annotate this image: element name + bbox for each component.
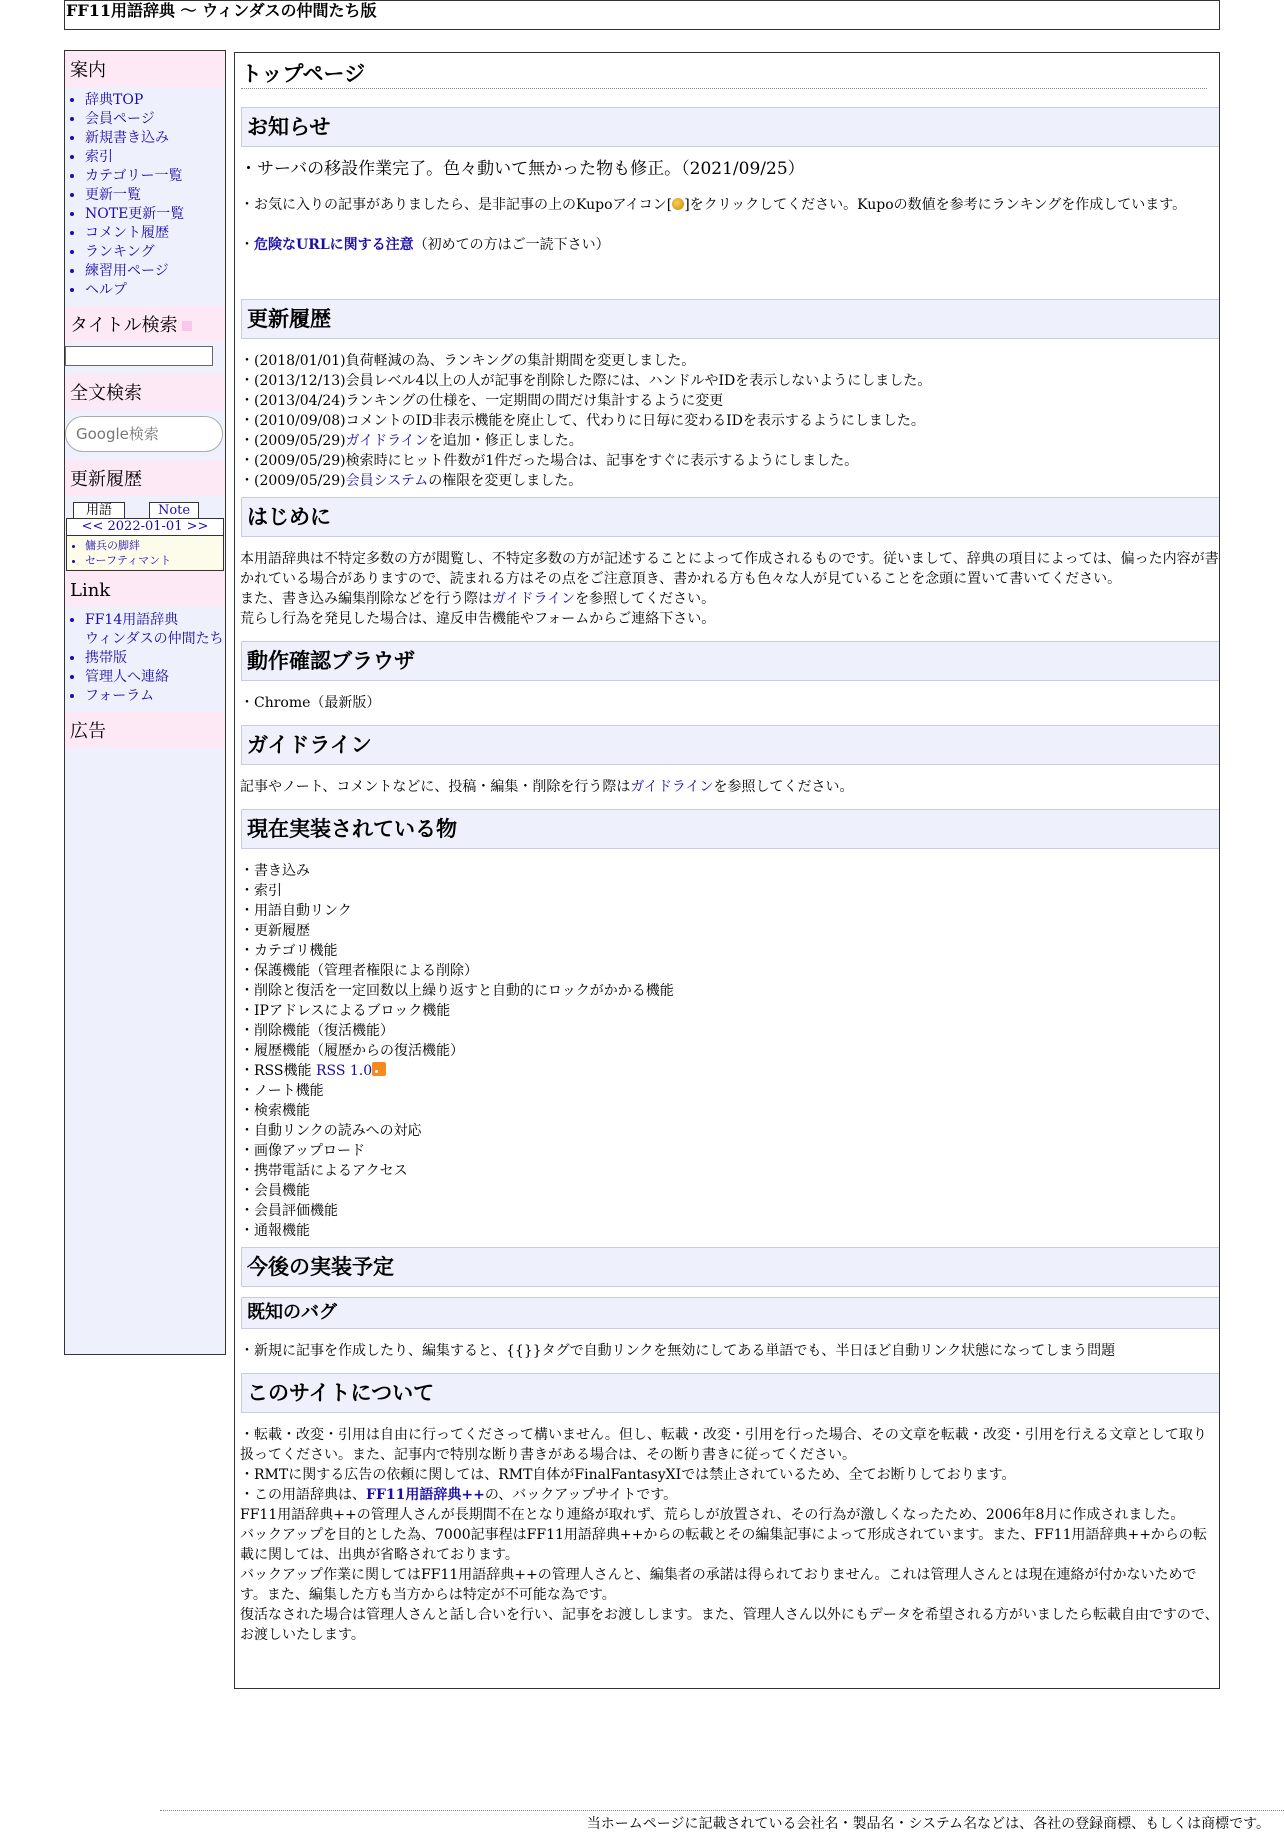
feature-item: ・通報機能	[240, 1223, 310, 1239]
about-text: ・転載・改変・引用は自由に行ってくださって構いません。但し、転載・改変・引用を行った場合、その文章を転載・改変・引用を行える文章として取り扱ってください。また、記事内で特別な断り書きがある場合は、その断り書きに従ってください。 ・RMTに関する広告の依頼に関しては、RMT自体がFinalFantasyXIでは禁止されているため、全てお断りしております。 ・この用語辞典は、FF11用語辞典++の、バックアップサイトです。 FF11用語辞典++の管理人さんが長期間不在となり連絡が取れず、荒らしが放置され、その行為が激しくなったため、2006年8月に作成されました。 バックアップを目的とした為、7000記事程はFF11用語辞典++からの転載とその編集記事によって形成されています。また、FF11用語辞典++からの転載に関しては、出典が省略されております。 バックアップ作業に関してはFF11用語辞典++の管理人さんと、編集者の承諾は得られておりません。これは管理人さんとは現在連絡が付かないためです。また、編集した方も当方からは特定が不可能な為です。 復活なされた場合は管理人さんと話し合いを行い、記事をお渡しします。また、管理人さん以外にもデータを希望される方がいましたら転載自由ですので、お渡しいたします。	[240, 1427, 1219, 1643]
feature-item: ・画像アップロード	[240, 1143, 366, 1159]
future-heading: 今後の実装予定	[241, 1247, 1219, 1287]
feature-item: ・書き込み	[240, 863, 310, 879]
link-item	[85, 649, 225, 668]
feature-item: ・自動リンクの読みへの対応	[240, 1123, 422, 1139]
feature-item: ・会員機能	[240, 1183, 310, 1199]
bugs-text: ・新規に記事を作成したり、編集すると、{{}}タグで自動リンクを無効にしてある単語でも、半日ほど自動リンク状態になってしまう問題	[240, 1343, 1116, 1359]
guide-link-comments[interactable]: コメント履歴	[85, 225, 169, 241]
history-link[interactable]: セーフティマント	[85, 554, 172, 567]
guideline-text: 記事やノート、コメントなどに、投稿・編集・削除を行う際はガイドラインを参照してください。	[240, 779, 854, 795]
history-list	[240, 351, 1219, 491]
feature-item: ・履歴機能（履歴からの復活機能）	[240, 1043, 464, 1059]
link-item	[85, 611, 225, 630]
guide-link-member[interactable]: 会員ページ	[85, 111, 155, 127]
link-heading: Link	[65, 571, 225, 607]
feature-item: ・検索機能	[240, 1103, 310, 1119]
guide-item	[85, 262, 225, 281]
history-calendar	[66, 518, 224, 571]
title-search-heading: タイトル検索	[65, 306, 225, 342]
guide-link-categories[interactable]: カテゴリー一覧	[85, 168, 183, 184]
fulltext-search-heading: 全文検索	[65, 374, 225, 410]
link-mobile[interactable]: 携帯版	[85, 650, 127, 666]
features-heading: 現在実装されている物	[241, 809, 1219, 849]
guide-link-new[interactable]: 新規書き込み	[85, 130, 169, 146]
notice-kupo-line: ・お気に入りの記事がありましたら、是非記事の上のKupoアイコン[ ]をクリックしてください。Kupoの数値を参考にランキングを作成しています。	[240, 197, 1187, 213]
title-search-icon[interactable]	[182, 321, 192, 331]
history-entry: ・(2013/04/24)ランキングの仕様を、一定期間の間だけ集計するように変更	[240, 393, 724, 409]
link-menu	[65, 607, 225, 712]
history-entry: ・(2009/05/29)会員システムの権限を変更しました。	[240, 473, 583, 489]
feature-item: ・カテゴリ機能	[240, 943, 338, 959]
kupo-icon[interactable]	[672, 198, 684, 210]
notice-heading: お知らせ	[241, 107, 1219, 147]
history-entry: ・(2013/12/13)会員レベル4以上の人が記事を削除した際には、ハンドルやIDを表示しないようにしました。	[240, 373, 932, 389]
guide-item	[85, 91, 225, 110]
guide-item	[85, 205, 225, 224]
sidebar	[64, 50, 226, 1355]
guide-link-top[interactable]: 辞典TOP	[85, 92, 144, 108]
history-heading: 更新履歴	[65, 460, 225, 496]
guideline-link[interactable]: ガイドライン	[630, 779, 714, 795]
link-ff14[interactable]: FF14用語辞典	[85, 612, 179, 628]
guide-link-practice[interactable]: 練習用ページ	[85, 263, 169, 279]
feature-item: ・更新履歴	[240, 923, 310, 939]
feature-item: ・削除機能（復活機能）	[240, 1023, 394, 1039]
tab-note[interactable]: Note	[149, 502, 199, 518]
notice-line: ・サーバの移設作業完了。色々動いて無かった物も修正。（2021/09/25）	[240, 159, 805, 179]
member-system-link[interactable]: 会員システム	[345, 473, 429, 489]
footer-notice: 当ホームページに記載されている会社名・製品名・システム名などは、各社の登録商標、もしくは商標です。	[160, 1810, 1284, 1837]
rss-link[interactable]: RSS 1.0	[315, 1063, 373, 1079]
history-item	[85, 538, 223, 553]
notice-warning-line: ・危険なURLに関する注意（初めての方はご一読下さい）	[240, 237, 610, 253]
guideline-link[interactable]: ガイドライン	[345, 433, 429, 449]
history-item	[85, 553, 223, 568]
about-heading: このサイトについて	[241, 1373, 1219, 1413]
feature-item: ・削除と復活を一定回数以上繰り返すと自動的にロックがかかる機能	[240, 983, 674, 999]
rss-icon[interactable]	[372, 1062, 386, 1076]
guide-link-note-updates[interactable]: NOTE更新一覧	[85, 206, 185, 222]
guide-item	[85, 167, 225, 186]
feature-item: ・用語自動リンク	[240, 903, 352, 919]
link-contact-admin[interactable]: 管理人へ連絡	[85, 669, 169, 685]
guide-item	[85, 110, 225, 129]
bugs-heading: 既知のバグ	[241, 1297, 1219, 1329]
intro-heading: はじめに	[241, 497, 1219, 537]
site-title: FF11用語辞典 ～ ウィンダスの仲間たち版	[66, 1, 377, 20]
guide-item	[85, 186, 225, 205]
feature-item: ・索引	[240, 883, 282, 899]
google-search-input[interactable]: Google検索	[65, 416, 223, 452]
page-title: トップページ	[241, 61, 1207, 89]
feature-item: ・携帯電話によるアクセス	[240, 1163, 408, 1179]
tab-term[interactable]: 用語	[73, 502, 125, 518]
feature-item: ・保護機能（管理者権限による削除）	[240, 963, 478, 979]
guide-item	[85, 129, 225, 148]
guide-item	[85, 148, 225, 167]
history-entry: ・(2010/09/08)コメントのID非表示機能を廃止して、代わりに日毎に変わるIDを表示するようにしました。	[240, 413, 925, 429]
dangerous-url-link[interactable]: 危険なURLに関する注意	[254, 237, 414, 253]
guide-link-ranking[interactable]: ランキング	[85, 244, 155, 260]
guideline-link[interactable]: ガイドライン	[492, 591, 576, 607]
history-entry: ・(2018/01/01)負荷軽減の為、ランキングの集計期間を変更しました。	[240, 353, 696, 369]
site-header	[64, 0, 1220, 30]
history-entry: ・(2009/05/29)検索時にヒット件数が1件だった場合は、記事をすぐに表示するようにしました。	[240, 453, 859, 469]
history-tabs	[65, 500, 225, 518]
guide-link-updates[interactable]: 更新一覧	[85, 187, 141, 203]
history-entry: ・(2009/05/29)ガイドラインを追加・修正しました。	[240, 433, 583, 449]
guide-menu	[65, 87, 225, 306]
link-item	[85, 668, 225, 687]
link-forum[interactable]: フォーラム	[85, 688, 155, 704]
guide-item	[85, 243, 225, 262]
features-list	[240, 861, 1219, 1241]
feature-item: ・IPアドレスによるブロック機能	[240, 1003, 451, 1019]
guide-heading: 案内	[65, 51, 225, 87]
feature-item: ・ノート機能	[240, 1083, 324, 1099]
intro-text: 本用語辞典は不特定多数の方が閲覧し、不特定多数の方が記述することによって作成されるものです。従いまして、辞典の項目によっては、偏った内容が書かれている場合がありますので、読まれる方はその点をご注意頂き、書かれる方も色々な人が見ていることを念頭に置いて書いてください。 また、書き込み編集削除などを行う際はガイドラインを参照してください。 荒らし行為を発見した場合は、違反申告機能やフォームからご連絡下さい。	[240, 551, 1219, 627]
browser-heading: 動作確認ブラウザ	[241, 641, 1219, 681]
guideline-heading: ガイドライン	[241, 725, 1219, 765]
title-search-input[interactable]	[65, 346, 213, 366]
history-link[interactable]: 傭兵の脚絆	[85, 539, 140, 552]
link-item	[85, 687, 225, 706]
calendar-date-nav[interactable]: << 2022-01-01 >>	[67, 519, 223, 536]
guide-item	[85, 281, 225, 300]
main-content	[234, 52, 1220, 1689]
history-section-heading: 更新履歴	[241, 299, 1219, 339]
feature-item: ・RSS機能 RSS 1.0	[240, 1061, 1219, 1081]
ad-heading: 広告	[65, 712, 225, 748]
link-windas[interactable]: ウィンダスの仲間たち	[85, 631, 224, 647]
browser-text: ・Chrome（最新版）	[240, 695, 381, 711]
guide-item	[85, 224, 225, 243]
feature-item: ・会員評価機能	[240, 1203, 338, 1219]
link-item	[85, 630, 225, 649]
guide-link-index[interactable]: 索引	[85, 149, 113, 165]
ff11-dictionary-link[interactable]: FF11用語辞典++	[366, 1487, 485, 1503]
guide-link-help[interactable]: ヘルプ	[85, 282, 127, 298]
